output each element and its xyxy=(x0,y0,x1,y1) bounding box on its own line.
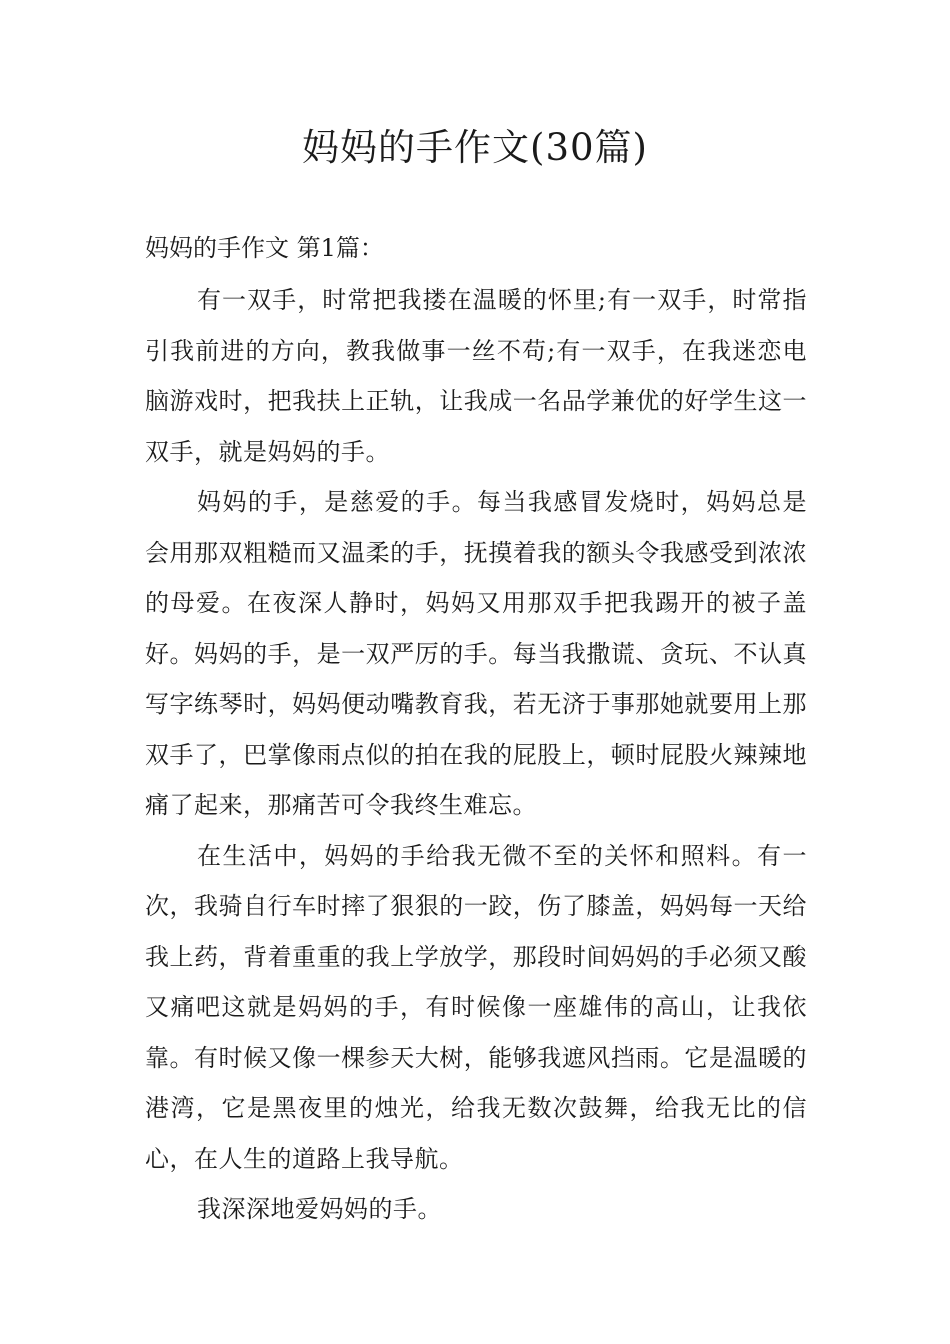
paragraph-4: 我深深地爱妈妈的手。 xyxy=(197,1195,442,1223)
paragraph-1: 有一双手，时常把我搂在温暖的怀里;有一双手，时常指引我前进的方向，教我做事一丝不苟;有一双手，在我迷恋电脑游戏时，把我扶上正轨，让我成一名品学兼优的好学生这一双手，就是妈妈的手。 xyxy=(145,286,807,466)
article-body xyxy=(145,275,807,1235)
paragraph-3: 在生活中，妈妈的手给我无微不至的关怀和照料。有一次，我骑自行车时摔了狠狠的一跤，伤了膝盖，妈妈每一天给我上药，背着重重的我上学放学，那段时间妈妈的手必须又酸又痛吧这就是妈妈的手，有时候像一座雄伟的高山，让我依靠。有时候又像一棵参天大树，能够我遮风挡雨。它是温暖的港湾，它是黑夜里的烛光，给我无数次鼓舞，给我无比的信心，在人生的道路上我导航。 xyxy=(145,841,807,1173)
paragraph-2: 妈妈的手，是慈爱的手。每当我感冒发烧时，妈妈总是会用那双粗糙而又温柔的手，抚摸着我的额头令我感受到浓浓的母爱。在夜深人静时，妈妈又用那双手把我踢开的被子盖好。妈妈的手，是一双严厉的手。每当我撒谎、贪玩、不认真写字练琴时，妈妈便动嘴教育我，若无济于事那她就要用上那双手了，巴掌像雨点似的拍在我的屁股上，顿时屁股火辣辣地痛了起来，那痛苦可令我终生难忘。 xyxy=(145,488,807,819)
document-title: 妈妈的手作文(30篇) xyxy=(302,126,648,169)
section-heading: 妈妈的手作文 第1篇： xyxy=(145,234,384,262)
